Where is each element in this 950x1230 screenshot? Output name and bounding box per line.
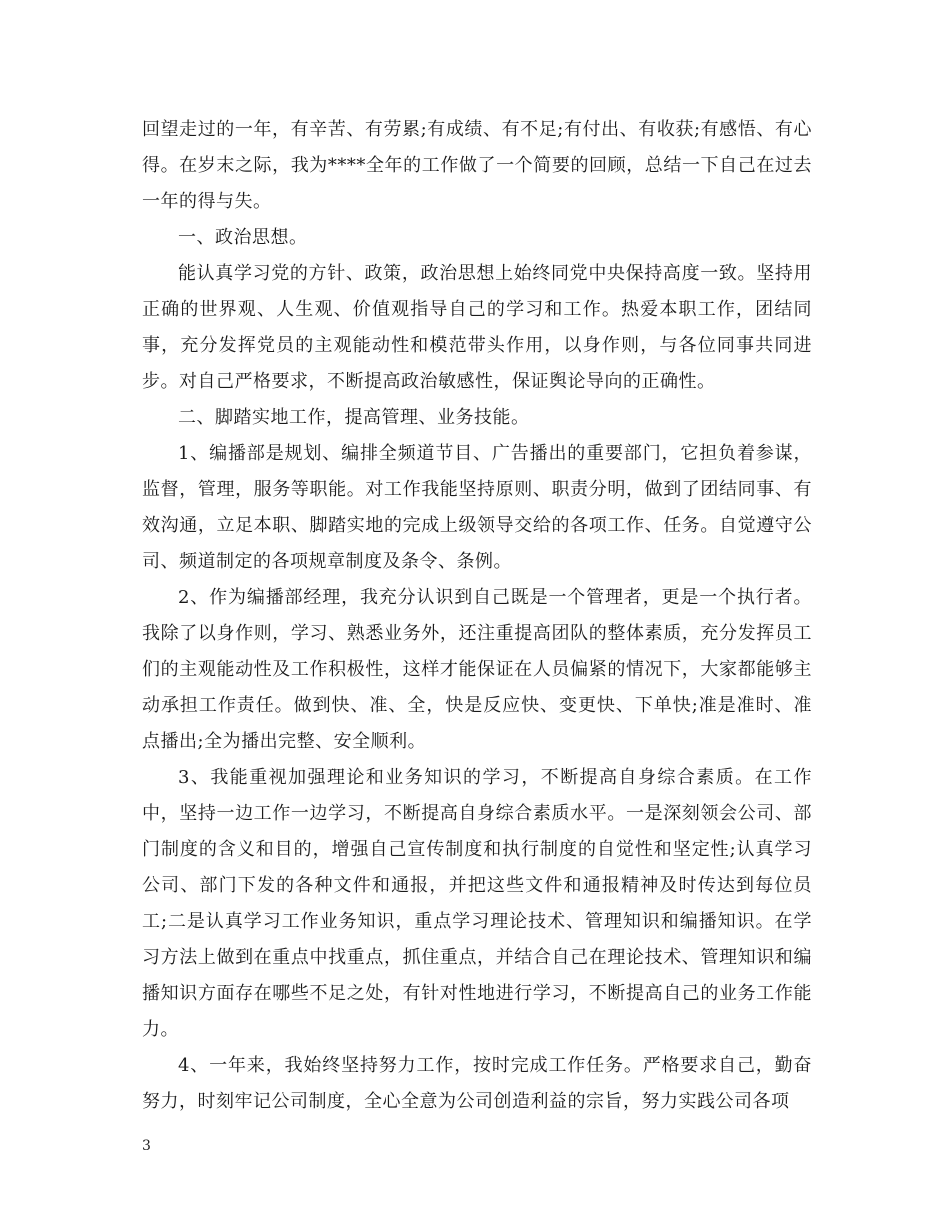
paragraph-item-4: 4、一年来，我始终坚持努力工作，按时完成工作任务。严格要求自己，勤奋努力，时刻牢记公司制度，全心全意为公司创造利益的宗旨，努力实践公司各项 [142, 1055, 812, 1112]
page-number: 3 [142, 1138, 151, 1154]
paragraph-item-2: 2、作为编播部经理，我充分认识到自己既是一个管理者，更是一个执行者。我除了以身作则，学习、熟悉业务外，还注重提高团队的整体素质，充分发挥员工们的主观能动性及工作积极性，这样才能保证在人员偏紧的情况下，大家都能够主动承担工作责任。做到快、准、全，快是反应快、变更快、下单快;准是准时、准点播出;全为播出完整、安全顺利。 [142, 587, 812, 752]
paragraph-item-1: 1、编播部是规划、编排全频道节目、广告播出的重要部门，它担负着参谋，监督，管理，服务等职能。对工作我能坚持原则、职责分明，做到了团结同事、有效沟通，立足本职、脚踏实地的完成上级领导交给的各项工作、任务。自觉遵守公司、频道制定的各项规章制度及条令、条例。 [142, 443, 812, 572]
paragraph-political-thought: 能认真学习党的方针、政策，政治思想上始终同党中央保持高度一致。坚持用正确的世界观、人生观、价值观指导自己的学习和工作。热爱本职工作，团结同事，充分发挥党员的主观能动性和模范带头作用，以身作则，与各位同事共同进步。对自己严格要求，不断提高政治敏感性，保证舆论导向的正确性。 [142, 263, 812, 392]
paragraph-intro: 回望走过的一年，有辛苦、有劳累;有成绩、有不足;有付出、有收获;有感悟、有心得。在岁末之际，我为****全年的工作做了一个简要的回顾，总结一下自己在过去一年的得与失。 [142, 119, 812, 212]
heading-work-skills: 二、脚踏实地工作，提高管理、业务技能。 [178, 407, 530, 428]
heading-political-thought: 一、政治思想。 [178, 227, 308, 248]
document-body [142, 112, 812, 1120]
paragraph-item-3: 3、我能重视加强理论和业务知识的学习，不断提高自身综合素质。在工作中，坚持一边工作一边学习，不断提高自身综合素质水平。一是深刻领会公司、部门制度的含义和目的，增强自己宣传制度和执行制度的自觉性和坚定性;认真学习公司、部门下发的各种文件和通报，并把这些文件和通报精神及时传达到每位员工;二是认真学习工作业务知识，重点学习理论技术、管理知识和编播知识。在学习方法上做到在重点中找重点，抓住重点，并结合自己在理论技术、管理知识和编播知识方面存在哪些不足之处，有针对性地进行学习，不断提高自己的业务工作能力。 [142, 767, 812, 1040]
